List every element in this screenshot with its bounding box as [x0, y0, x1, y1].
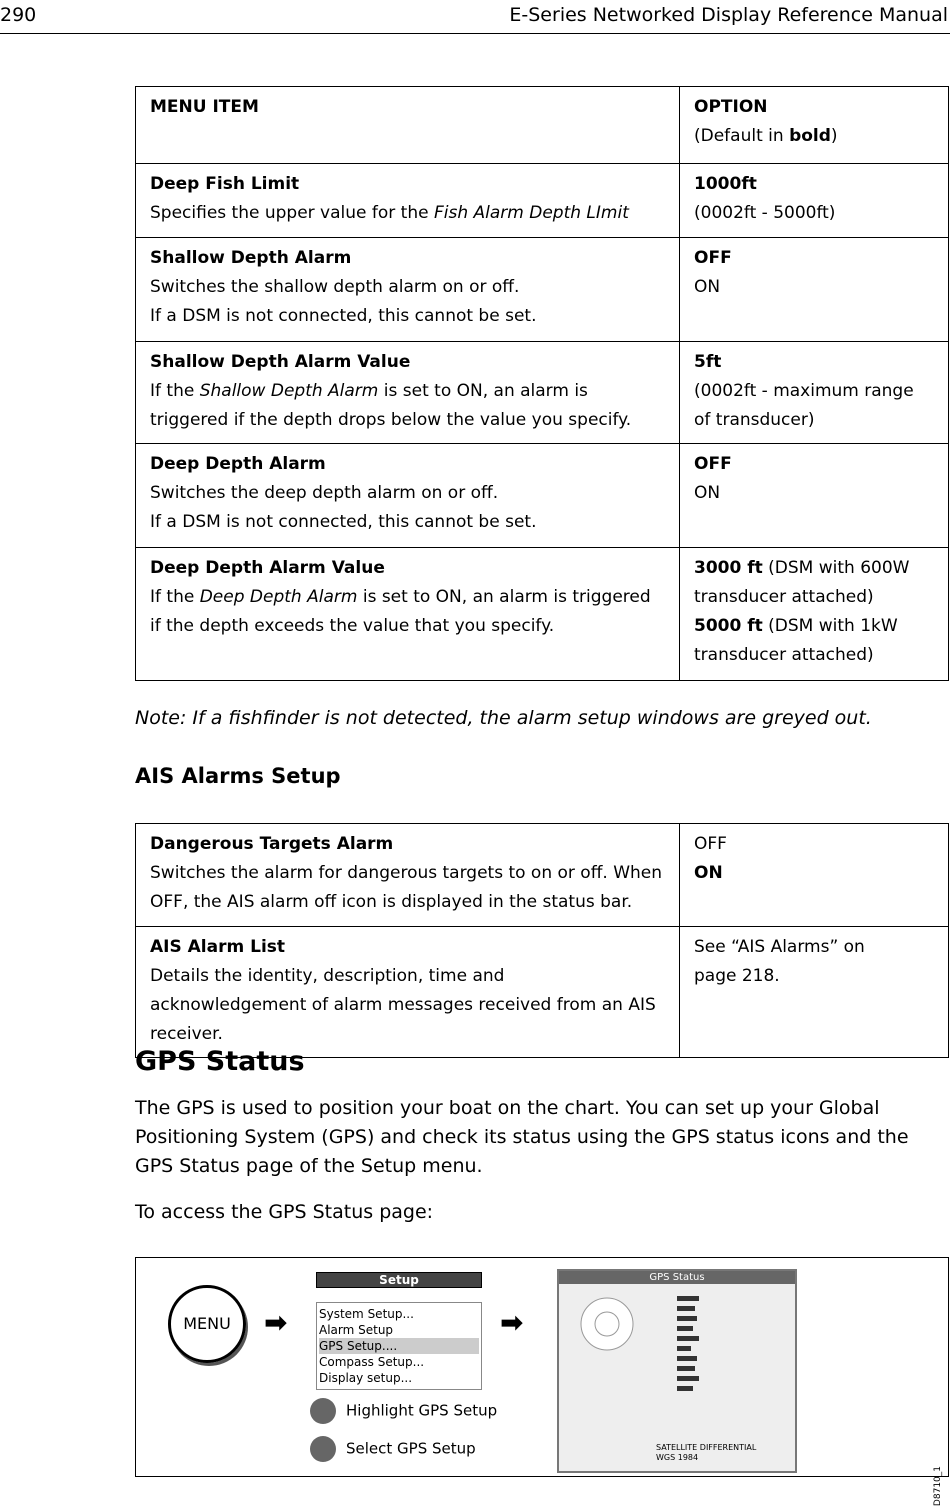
setup-menu — [316, 1272, 482, 1392]
list-item: Display setup... — [319, 1371, 413, 1385]
gps-mode-datum: SATELLITE DIFFERENTIAL WGS 1984 — [656, 1443, 757, 1462]
list-item: System Setup... — [319, 1307, 414, 1321]
list-item: Compass Setup... — [319, 1355, 425, 1369]
menu-item-header: MENU ITEM — [136, 87, 680, 164]
right-arrow-icon: ➡ — [264, 1306, 288, 1339]
access-paragraph: To access the GPS Status page: — [135, 1201, 434, 1223]
trackpad-ok-icon — [310, 1436, 336, 1462]
page-number: 290 — [0, 4, 37, 26]
option-header: OPTION (Default in bold) — [680, 87, 949, 164]
table-row: Deep Depth Alarm Switches the deep depth alarm on or off. If a DSM is not connected, this cannot be set. OFF ON — [136, 444, 949, 548]
alarm-settings-table — [135, 86, 949, 681]
setup-menu-list — [316, 1302, 482, 1390]
manual-title: E-Series Networked Display Reference Manual — [509, 4, 948, 26]
table-row: Dangerous Targets Alarm Switches the alarm for dangerous targets to on or off. When OFF, the AIS alarm off icon is displayed in the status bar. OFF ON — [136, 824, 949, 927]
figure-code: D8710_1 — [933, 1466, 943, 1506]
gps-status-title: GPS Status — [559, 1271, 795, 1284]
select-hint: Select GPS Setup — [310, 1436, 476, 1462]
table-row: Shallow Depth Alarm Switches the shallow depth alarm on or off. If a DSM is not connected, this cannot be set. OFF ON — [136, 238, 949, 342]
ais-alarms-heading: AIS Alarms Setup — [135, 764, 341, 788]
list-item: Alarm Setup — [319, 1323, 394, 1337]
ais-alarms-table — [135, 823, 949, 1058]
list-item-selected: GPS Setup.... — [319, 1338, 479, 1354]
right-arrow-icon: ➡ — [500, 1306, 524, 1339]
gps-status-screen — [557, 1269, 797, 1473]
page-header — [0, 0, 950, 34]
table-header-row — [136, 87, 949, 164]
menu-button: MENU — [168, 1285, 246, 1363]
setup-menu-title: Setup — [316, 1272, 482, 1288]
gps-status-heading: GPS Status — [135, 1046, 305, 1077]
gps-intro-paragraph: The GPS is used to position your boat on the chart. You can set up your Global Positioning System (GPS) and check its status using the GPS status icons and the GPS Status page of the Setup menu. — [135, 1097, 909, 1177]
table-row: AIS Alarm List Details the identity, description, time and acknowledgement of alarm messages received from an AIS receiver. See “AIS Alarms” on page 218. — [136, 927, 949, 1058]
highlight-hint: Highlight GPS Setup — [310, 1398, 497, 1424]
gps-setup-figure — [135, 1257, 949, 1506]
note-text: Note: If a fishfinder is not detected, the alarm setup windows are greyed out. — [135, 707, 872, 729]
trackpad-down-icon — [310, 1398, 336, 1424]
table-row: Deep Depth Alarm Value If the Deep Depth Alarm is set to ON, an alarm is triggered if the depth exceeds the value that you specify. 3000 ft (DSM with 600W transducer attached) 5000 ft (DSM with 1kW transducer attached) — [136, 548, 949, 681]
table-row: Shallow Depth Alarm Value If the Shallow Depth Alarm is set to ON, an alarm is triggered if the depth drops below the value you specify. 5ft (0002ft - maximum range of transducer) — [136, 342, 949, 444]
table-row: Deep Fish Limit Specifies the upper value for the Fish Alarm Depth LImit 1000ft (0002ft - 5000ft) — [136, 164, 949, 238]
